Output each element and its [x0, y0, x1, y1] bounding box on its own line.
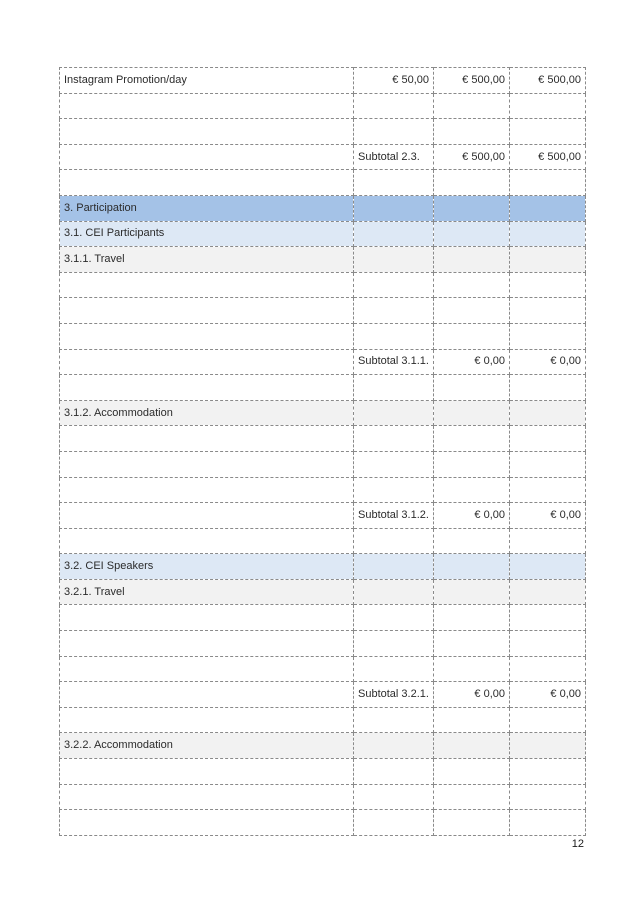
- blank-row: [60, 272, 586, 298]
- item-description-cell: [60, 375, 354, 401]
- unit-cost-cell: [354, 554, 434, 580]
- item-description-cell: [60, 477, 354, 503]
- unit-cost-cell: [354, 400, 434, 426]
- total-cost-cell: [434, 477, 510, 503]
- requested-cost-cell: [510, 810, 586, 836]
- unit-cost-cell: [354, 810, 434, 836]
- total-cost-cell: € 500,00: [434, 68, 510, 94]
- item-description-cell: [60, 605, 354, 631]
- blank-row: [60, 451, 586, 477]
- unit-cost-cell: [354, 707, 434, 733]
- unit-cost-cell: [354, 631, 434, 657]
- item-description-cell: 3.2.2. Accommodation: [60, 733, 354, 759]
- total-cost-cell: [434, 605, 510, 631]
- requested-cost-cell: [510, 170, 586, 196]
- item-description-cell: 3.1. CEI Participants: [60, 221, 354, 247]
- total-cost-cell: [434, 375, 510, 401]
- requested-cost-cell: [510, 375, 586, 401]
- total-cost-cell: € 0,00: [434, 682, 510, 708]
- unit-cost-cell: [354, 426, 434, 452]
- blank-row: [60, 605, 586, 631]
- blank-row: [60, 631, 586, 657]
- total-cost-cell: [434, 426, 510, 452]
- unit-cost-cell: Subtotal 3.2.1.: [354, 682, 434, 708]
- total-cost-cell: [434, 119, 510, 145]
- requested-cost-cell: [510, 579, 586, 605]
- total-cost-cell: [434, 451, 510, 477]
- requested-cost-cell: [510, 298, 586, 324]
- item-description-cell: [60, 93, 354, 119]
- blank-row: [60, 810, 586, 836]
- unit-cost-cell: [354, 375, 434, 401]
- total-cost-cell: [434, 247, 510, 273]
- blank-row: [60, 707, 586, 733]
- item-description-cell: [60, 144, 354, 170]
- requested-cost-cell: [510, 119, 586, 145]
- unit-cost-cell: [354, 170, 434, 196]
- unit-cost-cell: Subtotal 3.1.2.: [354, 503, 434, 529]
- item-description-cell: [60, 170, 354, 196]
- unit-cost-cell: Subtotal 2.3.: [354, 144, 434, 170]
- requested-cost-cell: [510, 221, 586, 247]
- total-cost-cell: [434, 579, 510, 605]
- total-cost-cell: [434, 656, 510, 682]
- section-row: [60, 195, 586, 221]
- item-description-cell: [60, 349, 354, 375]
- subsection-row: [60, 221, 586, 247]
- budget-table-body: [60, 68, 586, 836]
- blank-row: [60, 759, 586, 785]
- unit-cost-cell: [354, 247, 434, 273]
- blank-row: [60, 477, 586, 503]
- requested-cost-cell: € 0,00: [510, 682, 586, 708]
- item-description-cell: 3.2.1. Travel: [60, 579, 354, 605]
- blank-row: [60, 528, 586, 554]
- blank-row: [60, 784, 586, 810]
- unit-cost-cell: [354, 323, 434, 349]
- page-number: 12: [571, 838, 584, 850]
- total-cost-cell: [434, 707, 510, 733]
- subtotal-row: [60, 144, 586, 170]
- subsection-row: [60, 554, 586, 580]
- requested-cost-cell: [510, 247, 586, 273]
- requested-cost-cell: [510, 605, 586, 631]
- unit-cost-cell: [354, 784, 434, 810]
- requested-cost-cell: [510, 554, 586, 580]
- unit-cost-cell: [354, 477, 434, 503]
- blank-row: [60, 375, 586, 401]
- item-description-cell: 3.1.2. Accommodation: [60, 400, 354, 426]
- total-cost-cell: [434, 631, 510, 657]
- total-cost-cell: € 500,00: [434, 144, 510, 170]
- unit-cost-cell: Subtotal 3.1.1.: [354, 349, 434, 375]
- item-description-cell: [60, 707, 354, 733]
- item-description-cell: [60, 426, 354, 452]
- group-row: [60, 400, 586, 426]
- blank-row: [60, 93, 586, 119]
- requested-cost-cell: [510, 784, 586, 810]
- group-row: [60, 579, 586, 605]
- blank-row: [60, 656, 586, 682]
- item-description-cell: 3.1.1. Travel: [60, 247, 354, 273]
- group-row: [60, 733, 586, 759]
- total-cost-cell: [434, 528, 510, 554]
- unit-cost-cell: [354, 221, 434, 247]
- item-description-cell: Instagram Promotion/day: [60, 68, 354, 94]
- blank-row: [60, 170, 586, 196]
- unit-cost-cell: € 50,00: [354, 68, 434, 94]
- requested-cost-cell: [510, 451, 586, 477]
- total-cost-cell: [434, 554, 510, 580]
- requested-cost-cell: [510, 93, 586, 119]
- item-description-cell: [60, 631, 354, 657]
- total-cost-cell: [434, 93, 510, 119]
- unit-cost-cell: [354, 656, 434, 682]
- subtotal-row: [60, 349, 586, 375]
- item-description-cell: [60, 682, 354, 708]
- blank-row: [60, 119, 586, 145]
- requested-cost-cell: € 500,00: [510, 144, 586, 170]
- total-cost-cell: € 0,00: [434, 349, 510, 375]
- budget-table: [59, 67, 586, 836]
- item-description-cell: [60, 503, 354, 529]
- requested-cost-cell: [510, 707, 586, 733]
- unit-cost-cell: [354, 195, 434, 221]
- item-description-cell: [60, 272, 354, 298]
- subtotal-row: [60, 682, 586, 708]
- requested-cost-cell: [510, 323, 586, 349]
- item-description-cell: 3.2. CEI Speakers: [60, 554, 354, 580]
- group-row: [60, 247, 586, 273]
- blank-row: [60, 298, 586, 324]
- total-cost-cell: [434, 810, 510, 836]
- requested-cost-cell: € 0,00: [510, 349, 586, 375]
- item-row: [60, 68, 586, 94]
- total-cost-cell: [434, 323, 510, 349]
- item-description-cell: [60, 451, 354, 477]
- blank-row: [60, 323, 586, 349]
- unit-cost-cell: [354, 528, 434, 554]
- total-cost-cell: [434, 400, 510, 426]
- unit-cost-cell: [354, 119, 434, 145]
- item-description-cell: [60, 323, 354, 349]
- requested-cost-cell: € 500,00: [510, 68, 586, 94]
- requested-cost-cell: [510, 272, 586, 298]
- subtotal-row: [60, 503, 586, 529]
- total-cost-cell: [434, 221, 510, 247]
- total-cost-cell: [434, 733, 510, 759]
- unit-cost-cell: [354, 93, 434, 119]
- requested-cost-cell: [510, 400, 586, 426]
- item-description-cell: [60, 784, 354, 810]
- total-cost-cell: [434, 195, 510, 221]
- item-description-cell: [60, 298, 354, 324]
- requested-cost-cell: [510, 426, 586, 452]
- unit-cost-cell: [354, 298, 434, 324]
- requested-cost-cell: [510, 759, 586, 785]
- requested-cost-cell: [510, 733, 586, 759]
- unit-cost-cell: [354, 605, 434, 631]
- requested-cost-cell: [510, 631, 586, 657]
- requested-cost-cell: [510, 528, 586, 554]
- requested-cost-cell: [510, 477, 586, 503]
- unit-cost-cell: [354, 733, 434, 759]
- requested-cost-cell: € 0,00: [510, 503, 586, 529]
- item-description-cell: 3. Participation: [60, 195, 354, 221]
- total-cost-cell: € 0,00: [434, 503, 510, 529]
- unit-cost-cell: [354, 451, 434, 477]
- item-description-cell: [60, 810, 354, 836]
- unit-cost-cell: [354, 759, 434, 785]
- requested-cost-cell: [510, 195, 586, 221]
- total-cost-cell: [434, 784, 510, 810]
- requested-cost-cell: [510, 656, 586, 682]
- total-cost-cell: [434, 170, 510, 196]
- total-cost-cell: [434, 298, 510, 324]
- total-cost-cell: [434, 759, 510, 785]
- unit-cost-cell: [354, 579, 434, 605]
- item-description-cell: [60, 656, 354, 682]
- total-cost-cell: [434, 272, 510, 298]
- item-description-cell: [60, 119, 354, 145]
- item-description-cell: [60, 528, 354, 554]
- item-description-cell: [60, 759, 354, 785]
- unit-cost-cell: [354, 272, 434, 298]
- blank-row: [60, 426, 586, 452]
